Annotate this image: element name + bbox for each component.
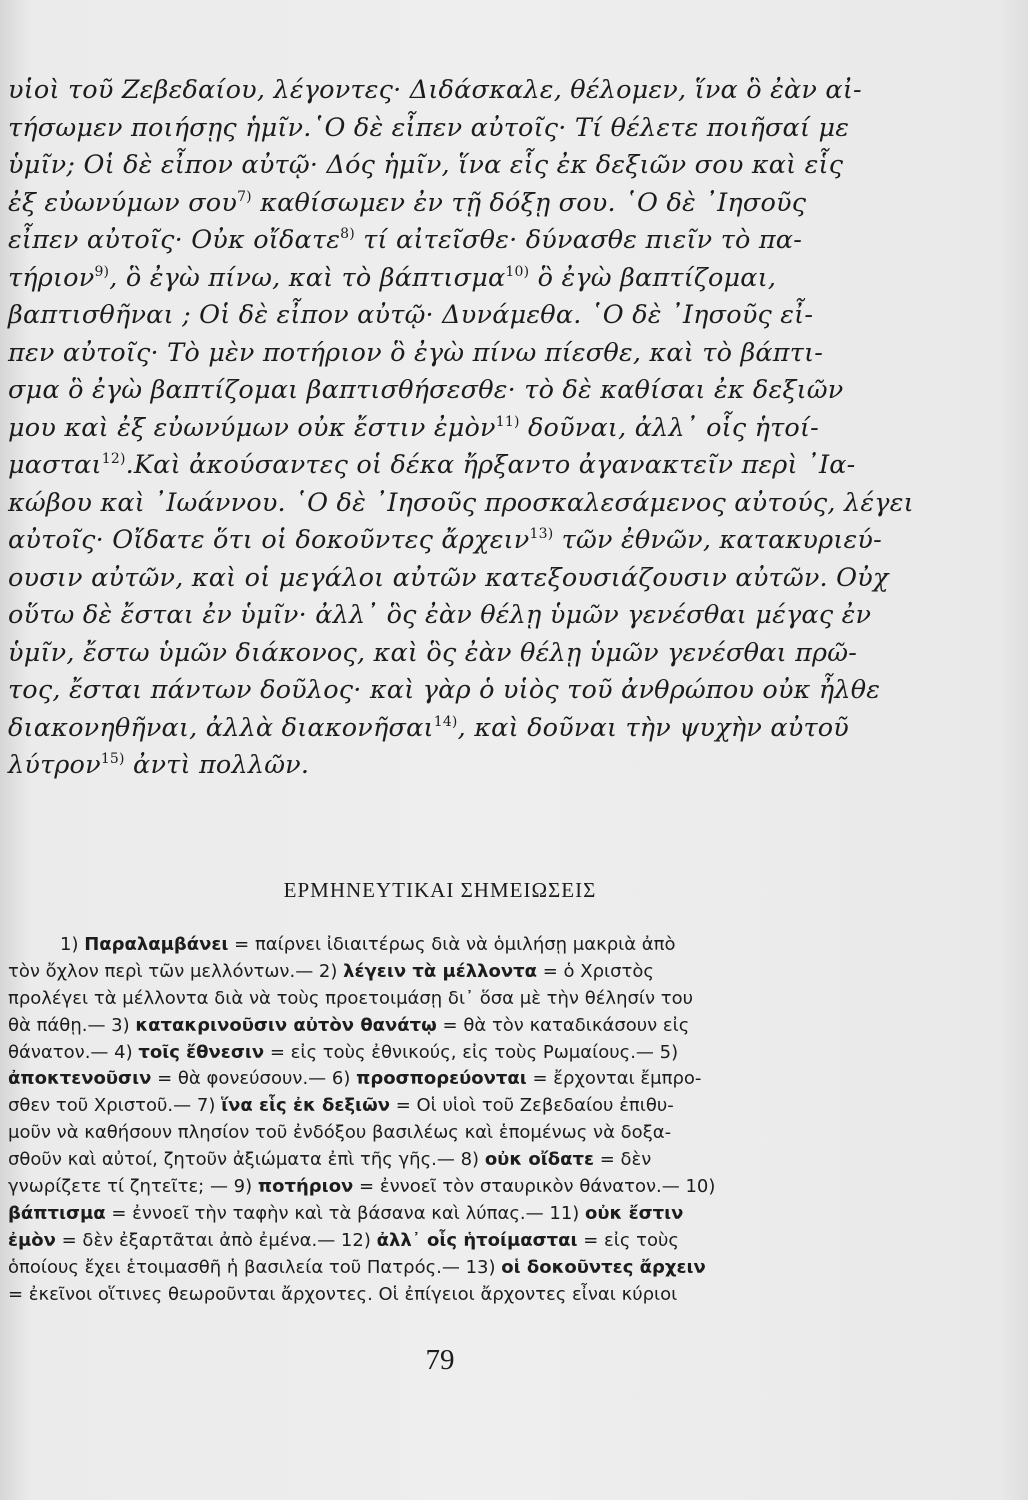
text-line xyxy=(8,335,878,373)
note-text: = εἰς τοὺς xyxy=(577,1229,679,1251)
text-line xyxy=(8,372,878,410)
explanatory-notes xyxy=(8,932,888,1308)
note-lemma: λέγειν τὰ μέλλοντα xyxy=(343,960,538,982)
note-lemma: ἐμὸν xyxy=(8,1229,56,1251)
notes-heading: ΕΡΜΗΝΕΥΤΙΚΑΙ ΣΗΜΕΙΩΣΕΙΣ xyxy=(283,878,597,902)
note-line xyxy=(8,959,888,986)
note-text: = ἐκεῖνοι οἵτινες θεωροῦνται ἄρχοντες. Οἱ ἐπίγειοι ἄρχοντες εἶναι κύριοι xyxy=(8,1283,678,1305)
text-span: τήσωμεν ποιήσῃς ἡμῖν.῾Ο δὲ εἶπεν αὐτοῖς· Τί θέλετε ποιῆσαί με xyxy=(8,112,850,143)
text-line xyxy=(8,222,878,260)
note-text: = δὲν xyxy=(594,1149,652,1171)
note-text: = παίρνει ἰδιαιτέρως διὰ νὰ ὁμιλήσῃ μακριὰ ἀπὸ xyxy=(228,934,676,955)
text-line xyxy=(8,485,914,523)
text-span: τί αἰτεῖσθε· δύνασθε πιεῖν τὸ πα- xyxy=(354,225,803,255)
note-lemma: ποτήριον xyxy=(257,1176,354,1198)
note-text: 1) xyxy=(60,934,85,955)
text-span: πεν αὐτοῖς· Τὸ μὲν ποτήριον ὃ ἐγὼ πίνω πίεσθε, καὶ τὸ βάπτι- xyxy=(8,337,824,368)
note-text: = ὁ Χριστὸς xyxy=(537,960,654,982)
text-line xyxy=(8,635,878,673)
note-lemma: τοῖς ἔθνεσιν xyxy=(138,1041,265,1063)
text-line xyxy=(8,110,878,148)
text-span: τήριον xyxy=(8,262,95,293)
text-span: υἱοὶ τοῦ Ζεβεδαίου, λέγοντες· Διδάσκαλε, θέλομεν, ἵνα ὃ ἐὰν αἰ- xyxy=(8,75,862,105)
note-lemma: οὐκ ἔστιν xyxy=(585,1202,684,1224)
text-span: ὃ ἐγὼ βαπτίζομαι, xyxy=(529,262,777,293)
text-span: ὑμῖν, ἔστω ὑμῶν διάκονος, καὶ ὃς ἐὰν θέλῃ ὑμῶν γενέσθαι πρῶ- xyxy=(8,637,858,668)
text-span: καθίσωμεν ἐν τῇ δόξῃ σου. ῾Ο δὲ ᾿Ιησοῦς xyxy=(251,187,807,218)
text-line xyxy=(8,672,881,710)
text-line xyxy=(8,447,878,485)
text-span: λύτρον xyxy=(8,750,101,780)
text-span: κώβου καὶ ᾿Ιωάννου. ῾Ο δὲ ᾿Ιησοῦς προσκαλεσάμενος αὐτούς, λέγει xyxy=(8,487,914,518)
note-line xyxy=(8,1040,888,1067)
note-lemma: κατακρινοῦσιν αὐτὸν θανάτῳ xyxy=(135,1014,437,1036)
text-line xyxy=(8,72,878,110)
text-line xyxy=(8,297,878,335)
note-lemma: Παραλαμβάνει xyxy=(84,934,229,955)
text-line xyxy=(8,710,878,748)
note-line xyxy=(8,932,888,959)
note-text: = θὰ τὸν καταδικάσουν εἰς xyxy=(436,1014,690,1036)
text-span: ουσιν αὐτῶν, καὶ οἱ μεγάλοι αὐτῶν κατεξουσιάζουσιν αὐτῶν. Οὐχ xyxy=(8,562,889,593)
text-span: ἐξ εὐωνύμων σου xyxy=(8,187,238,218)
note-text: θὰ πάθῃ.— 3) xyxy=(8,1014,136,1036)
text-line xyxy=(8,147,878,185)
footnote-marker: 10) xyxy=(505,263,530,280)
footnote-marker: 12) xyxy=(101,451,126,467)
footnote-marker: 8) xyxy=(340,226,355,242)
text-span: τος, ἔσται πάντων δοῦλος· καὶ γὰρ ὁ υἱὸς τοῦ ἀνθρώπου οὐκ ἦλθε xyxy=(8,675,881,705)
text-span: οὕτω δὲ ἔσται ἐν ὑμῖν· ἀλλ᾿ ὃς ἐὰν θέλῃ ὑμῶν γενέσθαι μέγας ἐν xyxy=(8,600,872,630)
note-text: = εἰς τοὺς ἐθνικούς, εἰς τοὺς Ρωμαίους.— 5) xyxy=(264,1041,679,1063)
text-line xyxy=(8,410,878,448)
note-lemma: ἵνα εἷς ἐκ δεξιῶν xyxy=(221,1095,390,1117)
note-line xyxy=(8,1282,888,1309)
text-span: δοῦναι, ἀλλ᾿ οἷς ἡτοί- xyxy=(519,412,819,443)
text-span: ἀντὶ πολλῶν. xyxy=(124,750,310,780)
footnote-marker: 13) xyxy=(529,526,554,542)
note-lemma: οὐκ οἴδατε xyxy=(484,1149,595,1171)
note-line xyxy=(8,1066,888,1093)
text-span: .Καὶ ἀκούσαντες οἱ δέκα ἤρξαντο ἀγανακτεῖν περὶ ᾿Ια- xyxy=(125,450,856,480)
footnote-marker: 9) xyxy=(94,263,110,280)
page-number: 79 xyxy=(425,1344,455,1376)
note-line xyxy=(8,1120,888,1147)
footnote-marker: 14) xyxy=(433,713,458,730)
note-line xyxy=(8,1147,888,1174)
note-lemma: ἀλλ᾿ οἷς ἡτοίμασται xyxy=(376,1229,578,1251)
note-lemma: προσπορεύονται xyxy=(356,1068,527,1090)
note-lemma: βάπτισμα xyxy=(8,1202,106,1224)
text-line xyxy=(8,560,889,598)
note-text: = θὰ φονεύσουν.— 6) xyxy=(151,1068,357,1090)
text-line xyxy=(8,597,878,635)
note-line xyxy=(8,1255,888,1282)
note-text: = ἔρχονται ἔμπρο- xyxy=(526,1068,702,1090)
note-text: ὁποίους ἔχει ἑτοιμασθῆ ἡ βασιλεία τοῦ Πατρός.— 13) xyxy=(8,1256,502,1278)
text-line xyxy=(8,747,878,785)
note-line xyxy=(8,986,888,1013)
text-span: σμα ὃ ἐγὼ βαπτίζομαι βαπτισθήσεσθε· τὸ δὲ καθίσαι ἐκ δεξιῶν xyxy=(8,375,844,405)
note-text: γνωρίζετε τί ζητεῖτε; — 9) xyxy=(8,1176,258,1198)
text-line xyxy=(8,522,882,560)
note-line xyxy=(8,1228,888,1255)
note-text: μοῦν νὰ καθήσουν πλησίον τοῦ ἐνδόξου βασιλέως καὶ ἑπομένως νὰ δοξα- xyxy=(8,1122,672,1144)
text-span: μασται xyxy=(8,450,102,480)
footnote-marker: 11) xyxy=(495,413,520,430)
text-span: βαπτισθῆναι ; Οἱ δὲ εἶπον αὐτῷ· Δυνάμεθα. ῾Ο δὲ ᾿Ιησοῦς εἶ- xyxy=(8,300,814,330)
footnote-marker: 15) xyxy=(100,751,125,767)
text-line xyxy=(8,260,878,298)
note-text: = Οἱ υἱοὶ τοῦ Ζεβεδαίου ἐπιθυ- xyxy=(389,1095,674,1117)
text-span: τῶν ἐθνῶν, κατακυριεύ- xyxy=(553,525,882,555)
text-span: εἶπεν αὐτοῖς· Οὐκ οἴδατε xyxy=(8,225,341,255)
text-line xyxy=(8,185,878,223)
note-text: = ἐννοεῖ τὸν σταυρικὸν θάνατον.— 10) xyxy=(353,1176,716,1198)
note-text: = ἐννοεῖ τὴν ταφὴν καὶ τὰ βάσανα καὶ λύπας.— 11) xyxy=(105,1202,586,1224)
note-line xyxy=(8,1174,888,1201)
gospel-text xyxy=(8,72,914,785)
text-span: , καὶ δοῦναι τὴν ψυχὴν αὐτοῦ xyxy=(457,712,850,743)
note-text: σθοῦν καὶ αὐτοί, ζητοῦν ἀξιώματα ἐπὶ τῆς γῆς.— 8) xyxy=(8,1149,485,1171)
note-text: σθεν τοῦ Χριστοῦ.— 7) xyxy=(8,1095,222,1117)
text-span: ὑμῖν; Οἱ δὲ εἶπον αὐτῷ· Δός ἡμῖν, ἵνα εἷς ἐκ δεξιῶν σου καὶ εἷς xyxy=(8,150,844,180)
note-line xyxy=(8,1201,888,1228)
note-text: θάνατον.— 4) xyxy=(8,1041,139,1063)
note-lemma: οἱ δοκοῦντες ἄρχειν xyxy=(501,1256,706,1278)
note-text: = δὲν ἐξαρτᾶται ἀπὸ ἐμένα.— 12) xyxy=(55,1229,377,1251)
note-line xyxy=(8,1093,888,1120)
text-span: μου καὶ ἐξ εὐωνύμων οὐκ ἔστιν ἐμὸν xyxy=(8,412,496,443)
note-lemma: ἀποκτενοῦσιν xyxy=(8,1068,152,1090)
footnote-marker: 7) xyxy=(237,188,252,205)
text-span: , ὃ ἐγὼ πίνω, καὶ τὸ βάπτισμα xyxy=(109,262,506,293)
note-text: τὸν ὄχλον περὶ τῶν μελλόντων.— 2) xyxy=(8,960,344,982)
text-span: αὐτοῖς· Οἴδατε ὅτι οἱ δοκοῦντες ἄρχειν xyxy=(8,525,530,555)
note-text: προλέγει τὰ μέλλοντα διὰ νὰ τοὺς προετοιμάσῃ δι᾿ ὅσα μὲ τὴν θέλησίν του xyxy=(8,987,694,1009)
note-line xyxy=(8,1013,888,1040)
text-span: διακονηθῆναι, ἀλλὰ διακονῆσαι xyxy=(8,712,434,743)
